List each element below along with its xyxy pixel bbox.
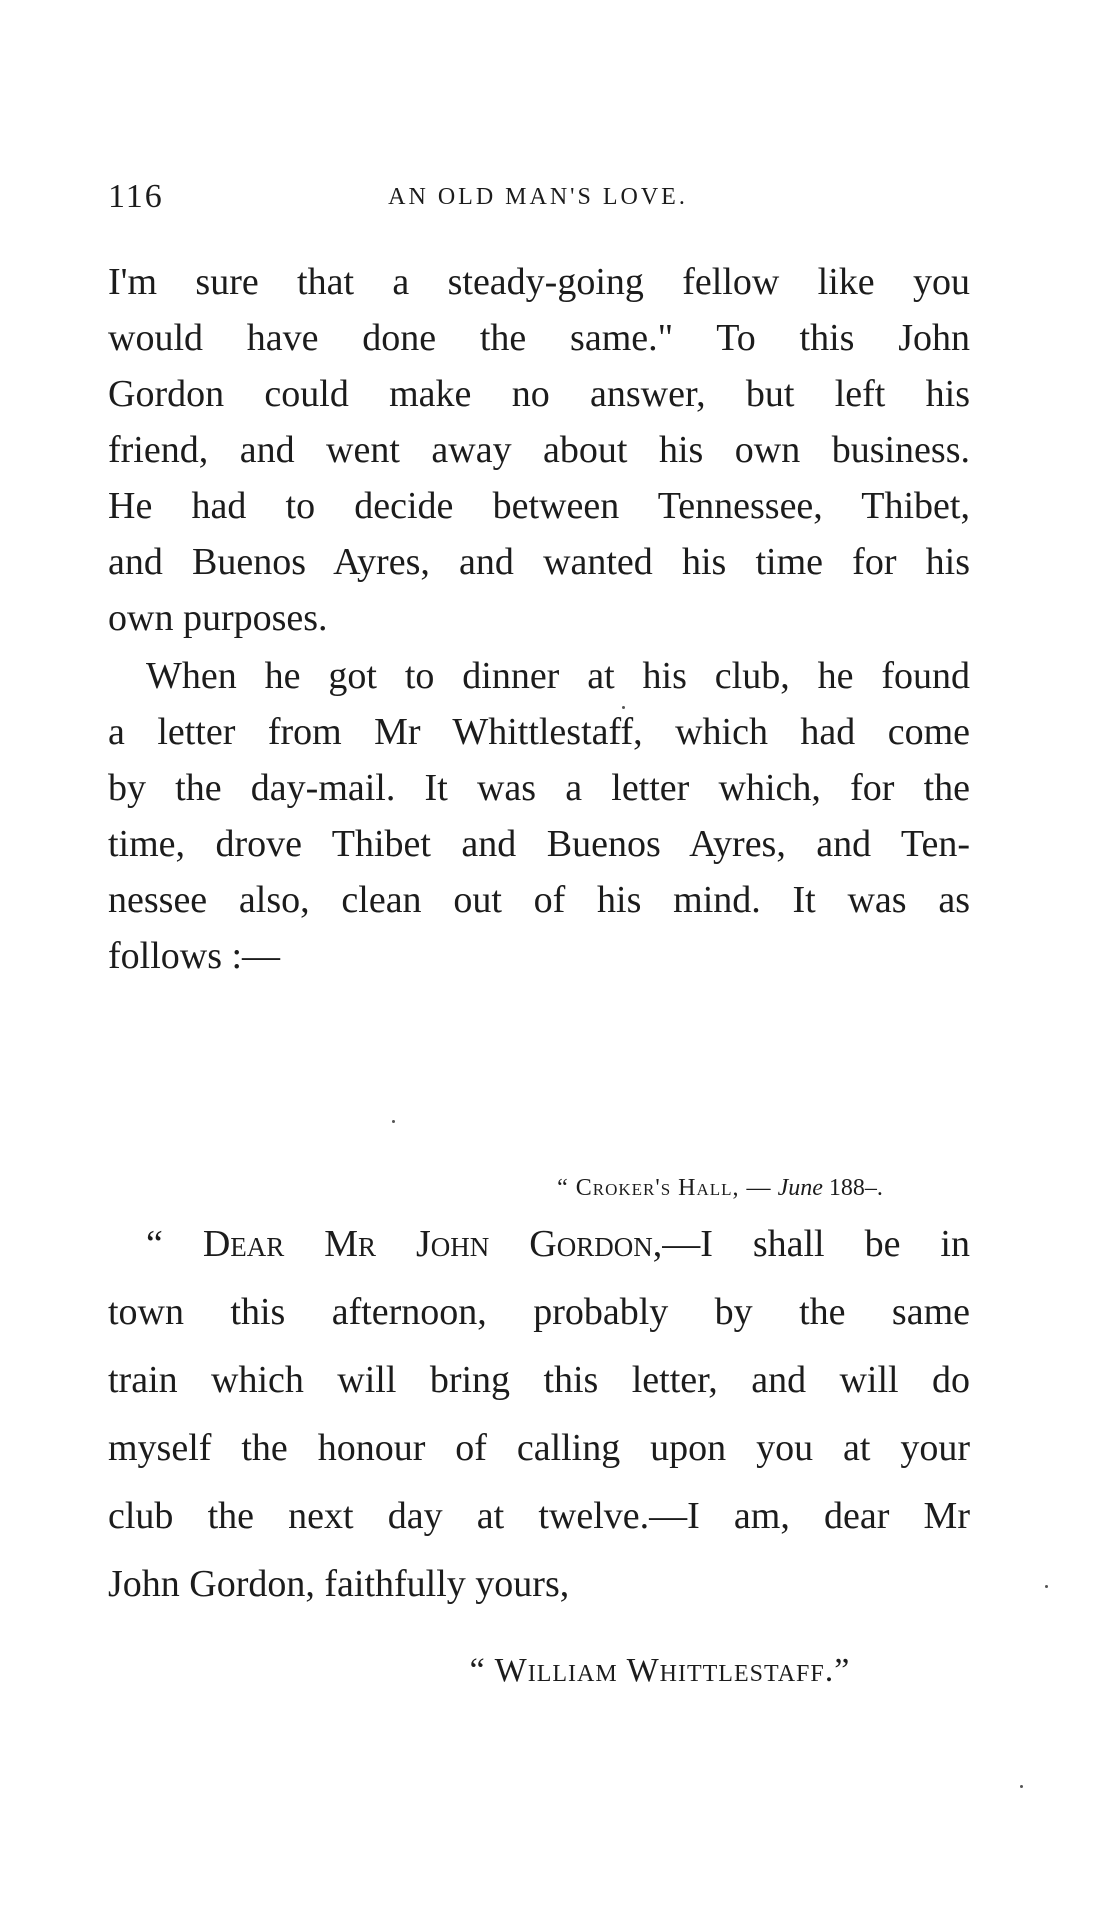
dateline-month: June — [777, 1175, 823, 1201]
text-line: time, drove Thibet and Buenos Ayres, and Ten- — [108, 823, 970, 865]
letter-line: myself the honour of calling upon you at your — [108, 1427, 970, 1469]
letter-line: club the next day at twelve.—I am, dear Mr — [108, 1495, 970, 1537]
dateline-year: 188–. — [828, 1175, 883, 1201]
letter-first-line — [146, 1222, 970, 1266]
letter-dateline — [470, 1175, 970, 1202]
text-line: friend, and went away about his own business. — [108, 429, 970, 471]
text-line: by the day-mail. It was a letter which, for the — [108, 767, 970, 809]
letter-first-line-text: —I shall be in — [662, 1223, 970, 1265]
dateline-place: “ Croker's Hall, — — [557, 1175, 772, 1201]
letter-line: town this afternoon, probably by the same — [108, 1291, 970, 1333]
page-number: 116 — [108, 178, 164, 215]
text-line: follows :— — [108, 935, 281, 977]
scan-speck — [622, 706, 625, 709]
text-line: When he got to dinner at his club, he found — [146, 655, 970, 697]
letter-line: train which will bring this letter, and will do — [108, 1359, 970, 1401]
text-line: would have done the same." To this John — [108, 317, 970, 359]
text-line: nessee also, clean out of his mind. It was as — [108, 879, 970, 921]
text-line: a letter from Mr Whittlestaff, which had come — [108, 711, 970, 753]
running-title: AN OLD MAN'S LOVE. — [388, 184, 688, 210]
page-header — [108, 178, 968, 238]
letter-salutation: “ Dear Mr John Gordon, — [146, 1223, 663, 1265]
text-line: and Buenos Ayres, and wanted his time for his — [108, 541, 970, 583]
text-line: I'm sure that a steady-going fellow like you — [108, 261, 970, 303]
text-line: He had to decide between Tennessee, Thibet, — [108, 485, 970, 527]
text-line: Gordon could make no answer, but left his — [108, 373, 970, 415]
text-line: own purposes. — [108, 597, 328, 639]
scan-speck — [392, 1120, 395, 1123]
letter-line: John Gordon, faithfully yours, — [108, 1563, 570, 1605]
scan-speck — [1020, 1785, 1023, 1788]
scan-speck — [1045, 1585, 1048, 1588]
letter-signature: “ William Whittlestaff.” — [469, 1652, 851, 1689]
